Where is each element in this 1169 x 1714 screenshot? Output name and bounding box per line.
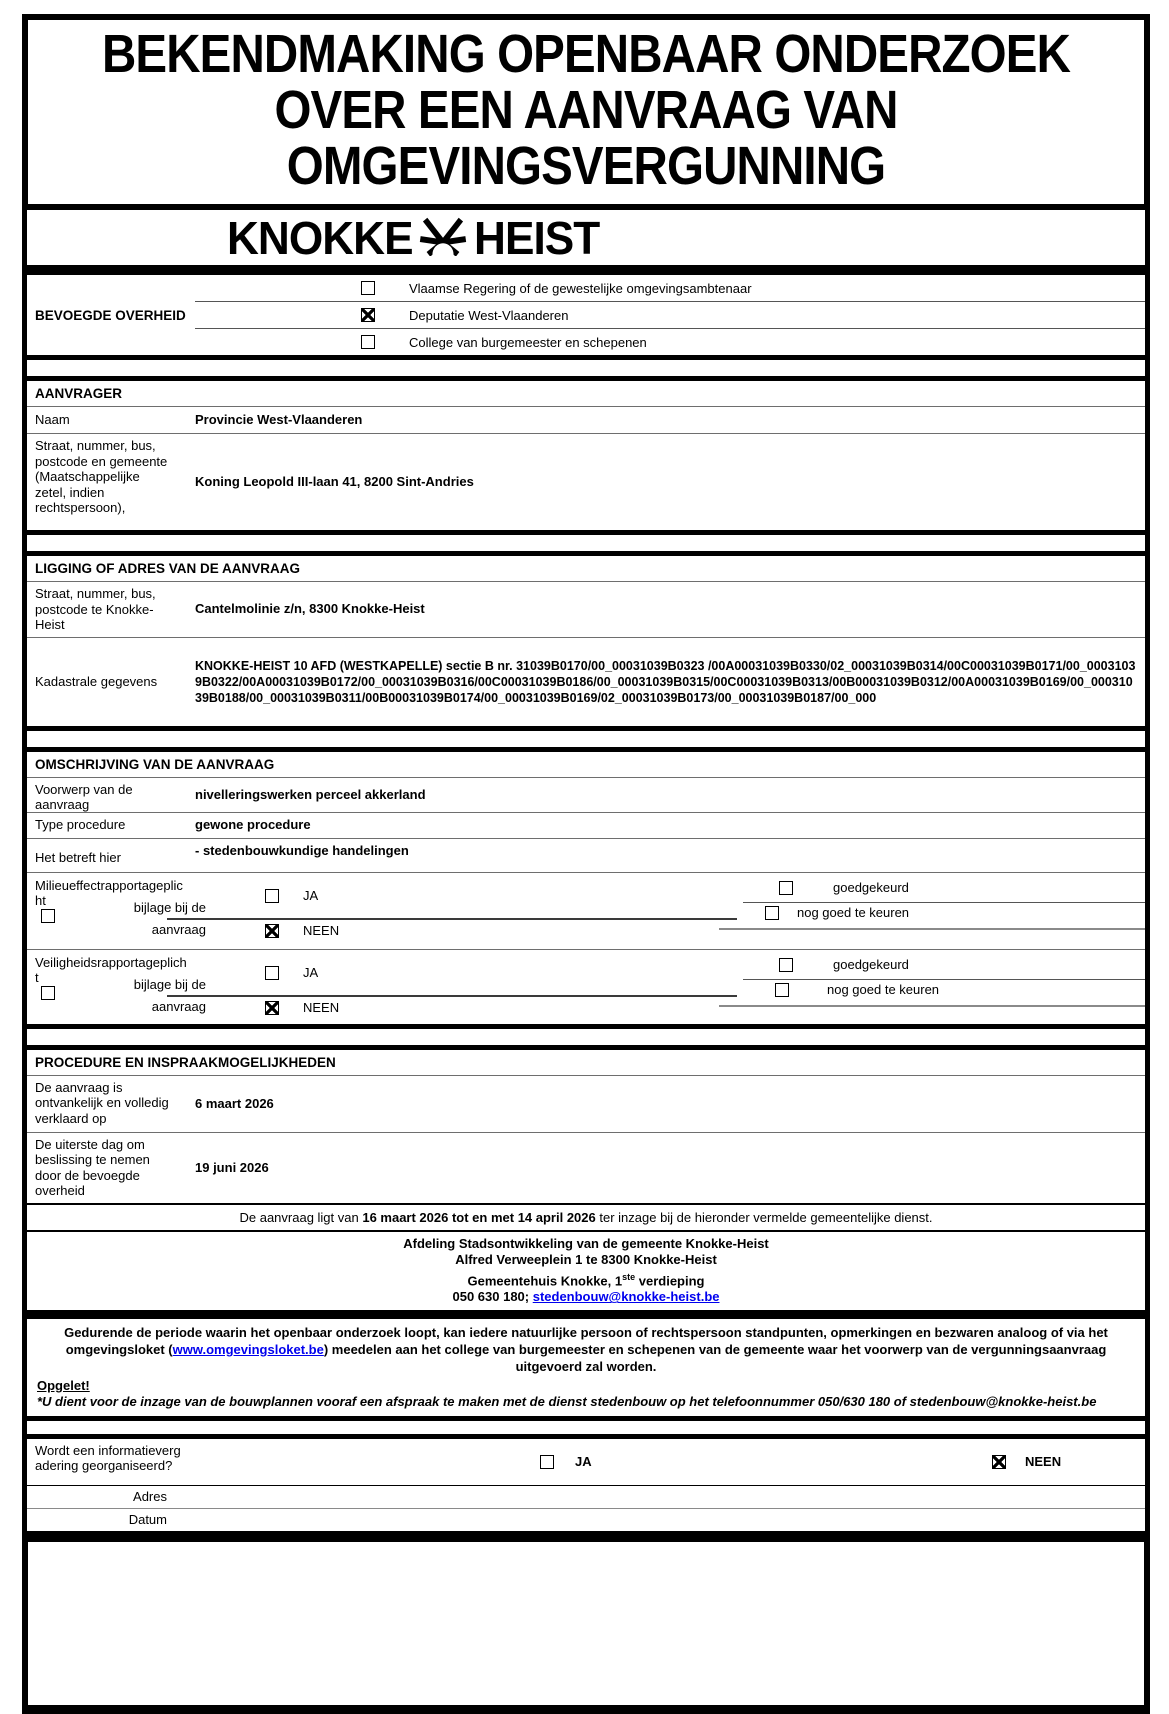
type-procedure-value: gewone procedure (195, 817, 311, 832)
afspraak-note: *U dient voor de inzage van de bouwplannen vooraf een afspraak te maken met de dienst stedenbouw op het telefoonnummer 050/630 180 of stedenbouw@knokke-heist.be (37, 1393, 1097, 1409)
aanvrager-adres-value: Koning Leopold III-laan 41, 8200 Sint-Andries (195, 474, 474, 489)
adres-label: Adres (133, 1489, 167, 1505)
omgevingsloket-link[interactable]: www.omgevingsloket.be (172, 1341, 324, 1357)
section-omschrijving (22, 747, 1150, 1029)
naam-value: Provincie West-Vlaanderen (195, 412, 363, 427)
public-notice-document (22, 14, 1150, 1714)
mer-ja-label: JA (303, 887, 319, 903)
omschrijving-header: OMSCHRIJVING VAN DE AANVRAAG (35, 756, 275, 772)
infovergadering-neen-label: NEEN (1025, 1453, 1062, 1469)
kadaster-label: Kadastrale gegevens (35, 673, 158, 689)
title-line-3: OMGEVINGSVERGUNNING (286, 136, 886, 196)
vr-neen-checkbox[interactable] (265, 1001, 279, 1015)
vr-goedgekeurd-checkbox[interactable] (779, 958, 793, 972)
row-type-procedure (27, 812, 1145, 838)
option-label: College van burgemeester en schepenen (409, 334, 647, 350)
infovergadering-ja-label: JA (575, 1453, 592, 1469)
voorwerp-value: nivelleringswerken perceel akkerland (195, 786, 426, 802)
divider (743, 902, 1145, 903)
dienst-telefoon: 050 630 180; (452, 1289, 533, 1305)
mer-goedgekeurd-checkbox[interactable] (779, 881, 793, 895)
vr-ja-checkbox[interactable] (265, 966, 279, 980)
betreft-label: Het betreft hier (35, 850, 121, 865)
row-kadaster (27, 637, 1145, 726)
dienst-verdieping: Gemeentehuis Knokke, 1ste verdieping (467, 1271, 705, 1288)
procedure-header: PROCEDURE EN INSPRAAKMOGELIJKHEDEN (35, 1054, 336, 1070)
empty-notes-box (22, 1536, 1150, 1714)
divider (719, 928, 1145, 930)
inzage-text-post: ter inzage bij de hieronder vermelde gemeentelijke dienst. (595, 1209, 933, 1225)
option-label: Deputatie West-Vlaanderen (409, 307, 569, 323)
row-infovergadering (27, 1439, 1145, 1485)
option-label: Vlaamse Regering of de gewestelijke omgevingsambtenaar (409, 280, 752, 296)
aanvrager-header: AANVRAGER (35, 386, 123, 401)
infovergadering-neen-checkbox[interactable] (992, 1455, 1006, 1469)
checkbox-deputatie[interactable] (361, 308, 375, 322)
vr-ja-label: JA (303, 964, 319, 980)
option-college (195, 328, 1145, 355)
uiterste-dag-value: 19 juni 2026 (195, 1159, 269, 1175)
section-gap (22, 731, 1150, 747)
section-gap (22, 1421, 1150, 1434)
datum-label: Datum (128, 1512, 167, 1528)
checkbox-college[interactable] (361, 335, 375, 349)
voorwerp-label: Voorwerp van de aanvraag (35, 781, 133, 812)
title-line-1: BEKENDMAKING OPENBAAR ONDERZOEK (101, 24, 1071, 84)
row-ligging-straat (27, 581, 1145, 637)
mer-neen-checkbox[interactable] (265, 924, 279, 938)
option-deputatie (195, 301, 1145, 328)
vr-bijlage-label: bijlage bij de aanvraag (133, 976, 206, 1014)
naam-label: Naam (35, 412, 70, 428)
dienst-contact (31, 1289, 1141, 1306)
divider (167, 995, 737, 997)
divider (167, 918, 737, 920)
dienst-adres: Alfred Verweeplein 1 te 8300 Knokke-Heist (455, 1252, 717, 1267)
vr-bijlage-checkbox[interactable] (41, 986, 55, 1000)
mer-label: Milieueffectrapportageplicht (35, 877, 183, 908)
title-line-2: OVER EEN AANVRAAG VAN (274, 80, 898, 140)
row-ter-inzage (27, 1203, 1145, 1230)
row-voorwerp (27, 777, 1145, 812)
section-bezwaren (22, 1315, 1150, 1421)
infovergadering-ja-checkbox[interactable] (540, 1455, 554, 1469)
dienst-naam: Afdeling Stadsontwikkeling van de gemeente Knokke-Heist (403, 1235, 769, 1251)
option-vlaamse-regering (195, 275, 1145, 301)
logo-text-right: HEIST (474, 211, 600, 264)
section-infovergadering (22, 1434, 1150, 1536)
ligging-straat-value: Cantelmolinie z/n, 8300 Knokke-Heist (195, 601, 425, 617)
kadaster-value: KNOKKE-HEIST 10 AFD (WESTKAPELLE) sectie B nr. 31039B0170/00_00031039B0323 /00A00031039B0330/02_00031039B0314/00C00031039B0171/00_00031039B0322/00A00031039B0172/00_00031039B0316/00C00031039B0186/00_00031039B0315/00C00031039B0313/00B00031039B0312/00A00031039B0169/00_00031039B0188/00_00031039B0311/00B00031039B0174/00_00031039B0169/02_00031039B0173/00_00031039B0187/00_000 (195, 658, 1136, 705)
mer-ja-checkbox[interactable] (265, 889, 279, 903)
section-gap (22, 360, 1150, 376)
logo-text-left: KNOKKE (227, 211, 413, 264)
row-uiterste-dag (27, 1132, 1145, 1203)
divider (719, 1005, 1145, 1007)
sun-icon (418, 212, 468, 267)
opgelet-label: Opgelet! (37, 1377, 90, 1393)
bevoegde-overheid-label: BEVOEGDE OVERHEID (35, 307, 186, 323)
title-box (22, 14, 1150, 210)
row-naam (27, 406, 1145, 433)
dienst-email-link[interactable]: stedenbouw@knokke-heist.be (532, 1289, 720, 1305)
section-bevoegde-overheid (22, 270, 1150, 360)
section-gap (22, 1029, 1150, 1045)
row-veiligheidsrapportage (27, 949, 1145, 1024)
type-procedure-label: Type procedure (35, 817, 126, 833)
row-adres (27, 1485, 1145, 1508)
mer-goedgekeurd-label: goedgekeurd (833, 879, 909, 895)
row-ontvankelijk (27, 1075, 1145, 1132)
section-ligging (22, 551, 1150, 731)
infovergadering-label: Wordt een informatievergadering georganiseerd? (35, 1442, 181, 1474)
mer-bijlage-label: bijlage bij de aanvraag (133, 899, 206, 937)
mer-nog-goed-te-keuren-checkbox[interactable] (765, 906, 779, 920)
section-procedure (22, 1045, 1150, 1315)
mer-bijlage-checkbox[interactable] (41, 909, 55, 923)
section-aanvrager (22, 376, 1150, 535)
aanvrager-adres-label: Straat, nummer, bus, postcode en gemeente (Maatschappelijke zetel, indien rechtspersoon), (35, 438, 168, 515)
divider (743, 979, 1145, 980)
vr-nog-goed-te-keuren-label: nog goed te keuren (827, 981, 940, 997)
ontvankelijk-value: 6 maart 2026 (195, 1095, 274, 1111)
vr-nog-goed-te-keuren-checkbox[interactable] (775, 983, 789, 997)
bezwaar-paragraaf: Gedurende de periode waarin het openbaar onderzoek loopt, kan iedere natuurlijke persoon of rechtspersoon standpunten, opmerkingen en bezwaren analoog of via het omgevingsloket (www.omgevingsloket.be) meedelen aan het college van burgemeester en schepenen van de gemeente waar het voorwerp van de vergunningsaanvraag uitgevoerd zal worden. (64, 1324, 1108, 1374)
mer-neen-label: NEEN (303, 922, 340, 938)
vr-label: Veiligheidsrapportageplicht (35, 954, 187, 985)
betreft-value: - stedenbouwkundige handelingen (195, 842, 409, 858)
mer-nog-goed-te-keuren-label: nog goed te keuren (797, 904, 910, 920)
municipality-logo (22, 210, 1150, 270)
vr-neen-label: NEEN (303, 999, 340, 1015)
section-gap (22, 535, 1150, 551)
inzage-period: 16 maart 2026 tot en met 14 april 2026 (362, 1209, 596, 1225)
checkbox-vlaamse-regering[interactable] (361, 281, 375, 295)
ligging-header: LIGGING OF ADRES VAN DE AANVRAAG (35, 561, 301, 576)
ontvankelijk-label: De aanvraag is ontvankelijk en volledig verklaard op (35, 1079, 169, 1126)
row-milieueffectrapportage (27, 872, 1145, 949)
uiterste-dag-label: De uiterste dag om beslissing te nemen door de bevoegde overheid (35, 1136, 150, 1198)
vr-goedgekeurd-label: goedgekeurd (833, 956, 909, 972)
inzage-text-pre: De aanvraag ligt van (239, 1209, 363, 1225)
row-gemeente-dienst (27, 1230, 1145, 1310)
row-betreft (27, 838, 1145, 872)
ligging-straat-label: Straat, nummer, bus, postcode te Knokke-Heist (35, 586, 156, 632)
row-aanvrager-adres (27, 433, 1145, 530)
row-datum (27, 1508, 1145, 1531)
